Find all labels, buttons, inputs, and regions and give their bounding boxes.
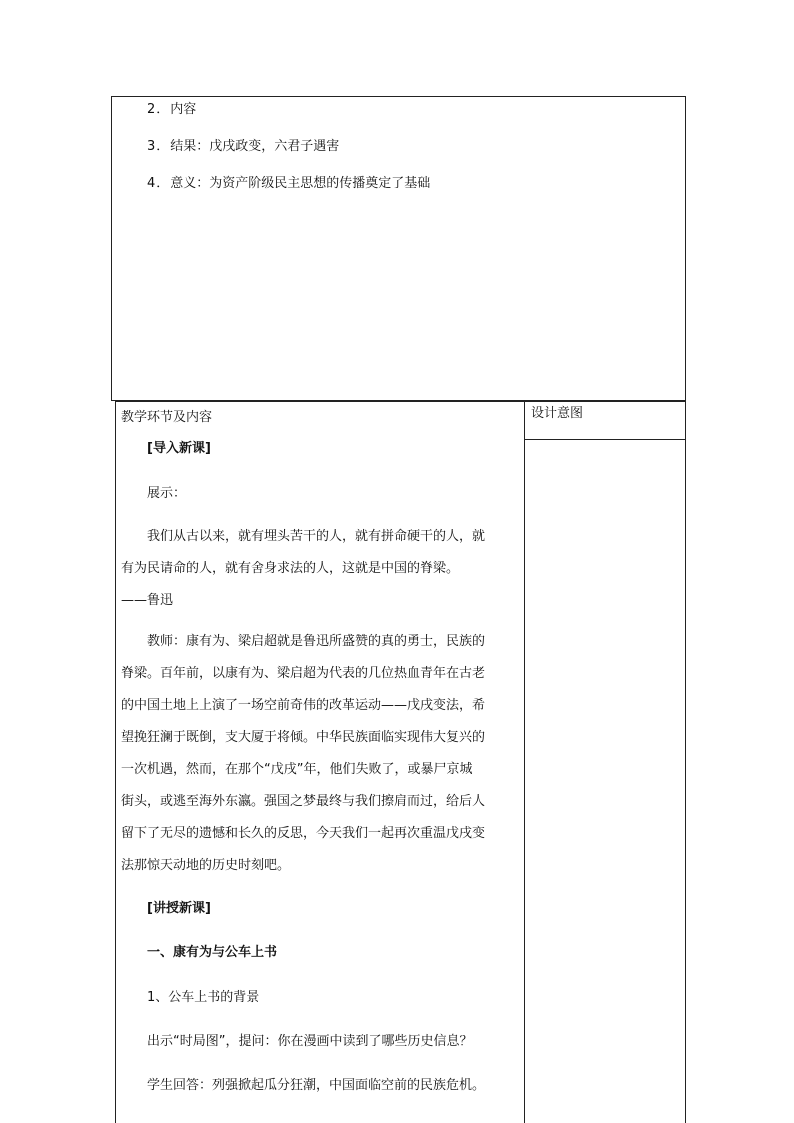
teacher-line: 街头，或逃至海外东瀛。强国之梦最终与我们擦肩而过，给后人 bbox=[121, 794, 486, 809]
teacher-line: 的中国土地上上演了一场空前奇伟的改革运动——戊戌变法，希 bbox=[121, 698, 486, 713]
quote-author: ——鲁迅 bbox=[121, 593, 174, 608]
quote-line-2: 有为民请命的人，就有舍身求法的人，这就是中国的脊梁。 bbox=[121, 561, 460, 576]
header-design-intent: 设计意图 bbox=[531, 406, 584, 421]
teacher-line: 留下了无尽的遗憾和长久的反思，今天我们一起再次重温戊戌变 bbox=[121, 826, 486, 841]
quote-line-1: 我们从古以来，就有埋头苦干的人，就有拼命硬干的人，就 bbox=[147, 529, 486, 544]
teacher-line: 教师：康有为、梁启超就是鲁迅所盛赞的真的勇士，民族的 bbox=[147, 634, 486, 649]
show-label: 展示： bbox=[147, 486, 187, 501]
new-lesson-heading: [讲授新课] bbox=[147, 901, 211, 916]
list-item-2: 2．内容 bbox=[147, 102, 197, 117]
intro-heading: [导入新课] bbox=[147, 441, 211, 456]
list-item-3: 3．结果：戊戌政变，六君子遇害 bbox=[147, 139, 340, 154]
design-intent-header-divider bbox=[524, 439, 686, 440]
teacher-line: 脊梁。百年前，以康有为、梁启超为代表的几位热血青年在古老 bbox=[121, 666, 486, 681]
teacher-line: 望挽狂澜于既倒，支大厦于将倾。中华民族面临实现伟大复兴的 bbox=[121, 730, 486, 745]
section-heading-one: 一、康有为与公车上书 bbox=[147, 945, 278, 960]
subsection-heading: 1、公车上书的背景 bbox=[147, 990, 260, 1005]
header-teaching-content: 教学环节及内容 bbox=[121, 410, 213, 425]
teacher-line: 一次机遇，然而，在那个“戊戌”年，他们失败了，或暴尸京城 bbox=[121, 762, 473, 777]
student-answer: 学生回答：列强掀起瓜分狂潮，中国面临空前的民族危机。 bbox=[147, 1078, 486, 1093]
list-item-4: 4．意义：为资产阶级民主思想的传播奠定了基础 bbox=[147, 176, 431, 191]
teacher-prompt: 出示“时局图”，提问：你在漫画中读到了哪些历史信息？ bbox=[147, 1034, 473, 1049]
teacher-line: 法那惊天动地的历史时刻吧。 bbox=[121, 858, 291, 873]
design-intent-column bbox=[524, 401, 686, 1123]
